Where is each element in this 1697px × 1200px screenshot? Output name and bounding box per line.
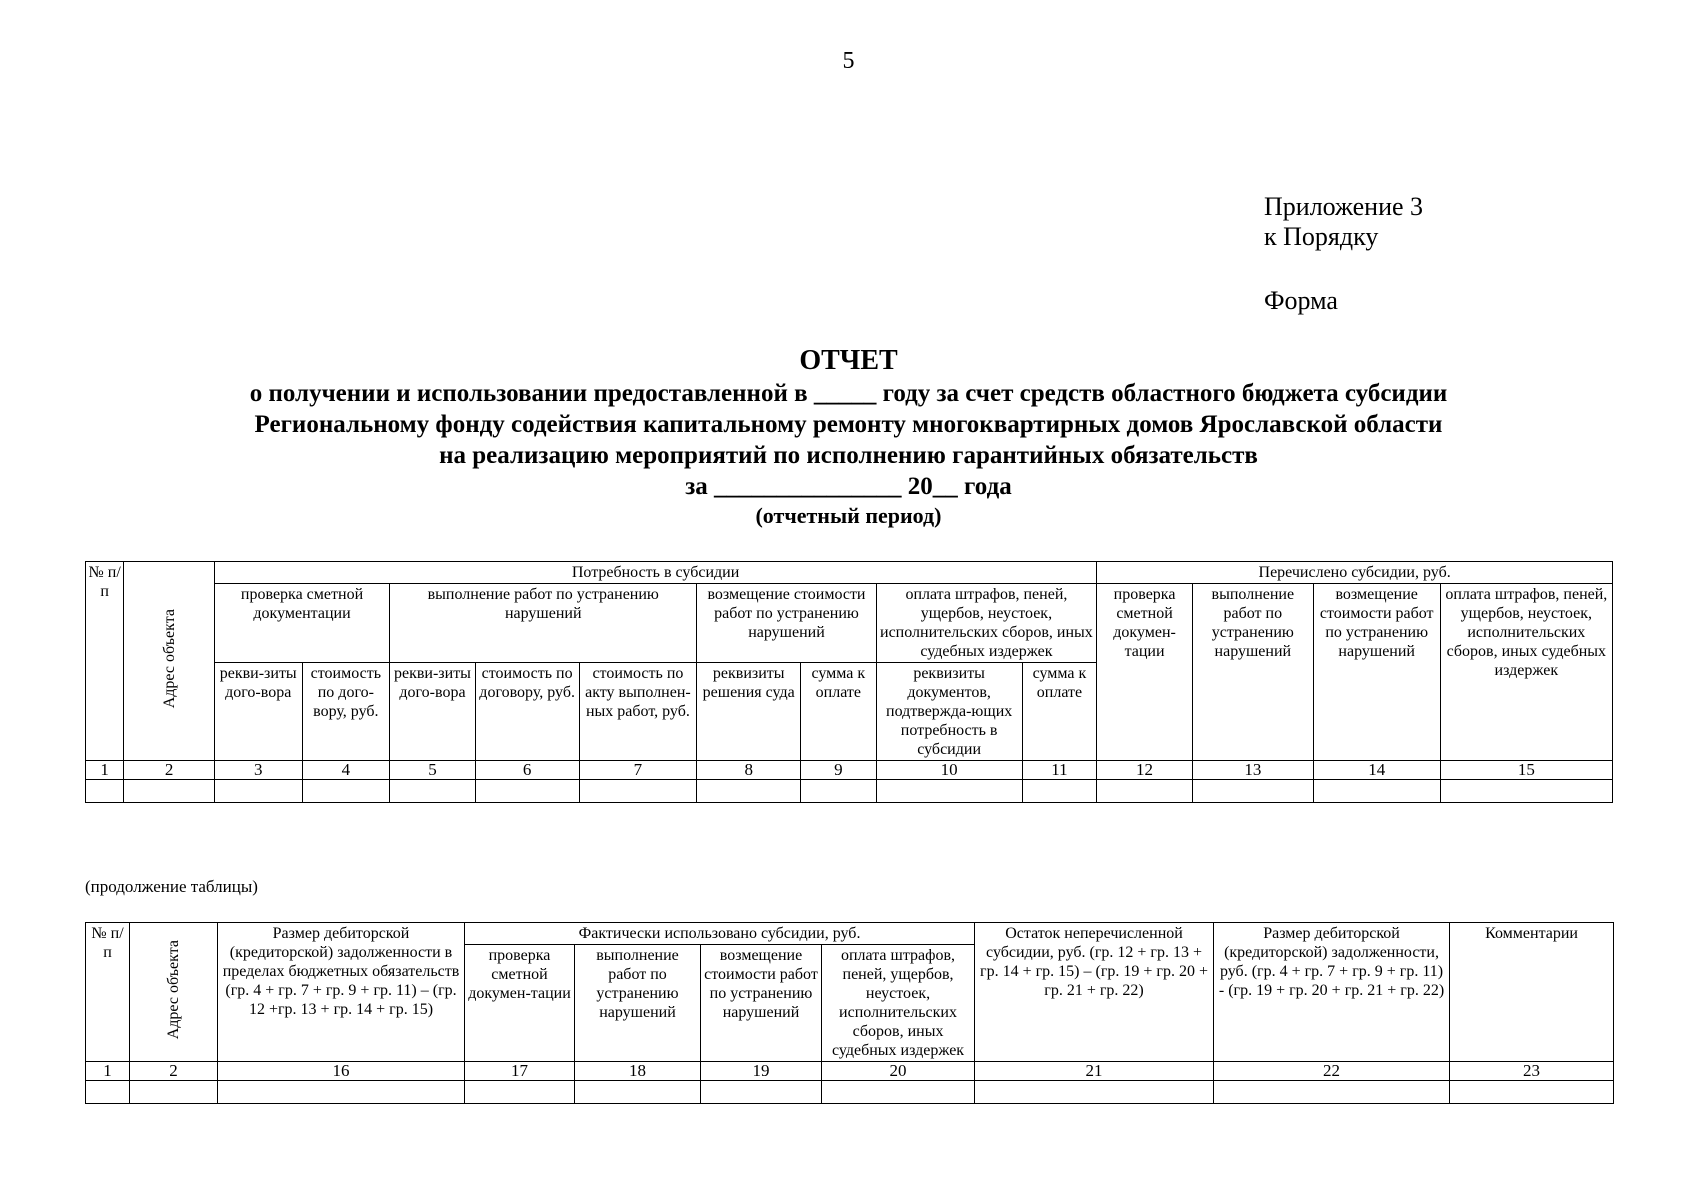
empty-cell[interactable] xyxy=(575,1081,701,1104)
column-number: 2 xyxy=(124,761,215,780)
header-address-cell xyxy=(130,923,218,1062)
table1-column-numbers xyxy=(86,761,1613,780)
empty-cell[interactable] xyxy=(1022,780,1097,803)
report-title-block xyxy=(0,344,1697,530)
empty-cell[interactable] xyxy=(130,1081,218,1104)
header-actually-used: Фактически использовано субсидии, руб. xyxy=(465,923,975,945)
column-number: 18 xyxy=(575,1062,701,1081)
form-label: Форма xyxy=(1264,286,1338,315)
header-comments: Комментарии xyxy=(1450,923,1614,1062)
report-table-continuation xyxy=(85,922,1614,1104)
header-col-20: оплата штрафов, пеней, ущербов, неустоек, исполнительских сборов, иных судебных издержек xyxy=(822,945,975,1062)
header-transferred-fines: оплата штрафов, пеней, ущербов, неустоек, исполнительских сборов, иных судебных издержек xyxy=(1440,584,1612,761)
header-debt-within-obligations: Размер дебиторской (кредиторской) задолженности в пределах бюджетных обязательств (гр. 4 + гр. 7 + гр. 9 + гр. 11) – (гр. 12 +гр. 13 + гр. 14 + гр. 15) xyxy=(218,923,465,1062)
empty-cell[interactable] xyxy=(475,780,579,803)
header-subsidy-transferred: Перечислено субсидии, руб. xyxy=(1097,562,1613,584)
header-col-11: сумма к оплате xyxy=(1022,663,1097,761)
column-number: 9 xyxy=(801,761,877,780)
header-untransferred-remainder: Остаток неперечисленной субсидии, руб. (гр. 12 + гр. 13 + гр. 14 + гр. 15) – (гр. 19 + гр. 20 + гр. 21 + гр. 22) xyxy=(975,923,1214,1062)
header-col-7: стоимость по акту выполнен-ных работ, руб. xyxy=(579,663,697,761)
header-transferred-reimbursement: возмещение стоимости работ по устранению нарушений xyxy=(1313,584,1440,761)
table1-header-row-1 xyxy=(86,562,1613,584)
empty-cell[interactable] xyxy=(1440,780,1612,803)
empty-cell[interactable] xyxy=(1450,1081,1614,1104)
column-number: 1 xyxy=(86,761,124,780)
column-number: 3 xyxy=(214,761,302,780)
header-col-6: стоимость по договору, руб. xyxy=(475,663,579,761)
empty-cell[interactable] xyxy=(1097,780,1193,803)
report-title-line-2: Региональному фонду содействия капитальному ремонту многоквартирных домов Ярославской области xyxy=(254,411,1443,438)
empty-cell[interactable] xyxy=(465,1081,575,1104)
column-number: 19 xyxy=(701,1062,822,1081)
appendix-line-1: Приложение 3 xyxy=(1264,192,1424,221)
column-number: 22 xyxy=(1214,1062,1450,1081)
empty-cell[interactable] xyxy=(214,780,302,803)
empty-cell[interactable] xyxy=(1313,780,1440,803)
header-col-17: проверка сметной докумен-тации xyxy=(465,945,575,1062)
header-col-18: выполнение работ по устранению нарушений xyxy=(575,945,701,1062)
column-number: 7 xyxy=(579,761,697,780)
empty-cell[interactable] xyxy=(390,780,476,803)
column-number: 14 xyxy=(1313,761,1440,780)
column-number: 4 xyxy=(302,761,390,780)
header-fines-payment: оплата штрафов, пеней, ущербов, неустоек, исполнительских сборов, иных судебных издержек xyxy=(876,584,1097,663)
empty-cell[interactable] xyxy=(218,1081,465,1104)
report-title-line-1: о получении и использовании предоставленной в _____ году за счет средств областного бюджета субсидии xyxy=(249,380,1448,407)
header-col-4: стоимость по дого-вору, руб. xyxy=(302,663,390,761)
header-col-8: реквизиты решения суда xyxy=(697,663,801,761)
header-subsidy-need: Потребность в субсидии xyxy=(214,562,1096,584)
column-number: 12 xyxy=(1097,761,1193,780)
header-works-fix-violations: выполнение работ по устранению нарушений xyxy=(390,584,697,663)
report-title-line-3: на реализацию мероприятий по исполнению гарантийных обязательств xyxy=(439,442,1258,469)
header-number: № п/п xyxy=(86,562,124,761)
header-col-19: возмещение стоимости работ по устранению нарушений xyxy=(701,945,822,1062)
reporting-period-note: (отчетный период) xyxy=(755,503,942,528)
empty-cell[interactable] xyxy=(579,780,697,803)
column-number: 11 xyxy=(1022,761,1097,780)
empty-cell[interactable] xyxy=(124,780,215,803)
empty-cell[interactable] xyxy=(697,780,801,803)
header-debt-total: Размер дебиторской (кредиторской) задолженности, руб. (гр. 4 + гр. 7 + гр. 9 + гр. 11) - (гр. 19 + гр. 20 + гр. 21 + гр. 22) xyxy=(1214,923,1450,1062)
table1-empty-row xyxy=(86,780,1613,803)
report-table-main xyxy=(85,561,1613,803)
header-address: Адрес объекта xyxy=(160,608,178,709)
report-heading: ОТЧЕТ xyxy=(799,345,898,376)
header-number: № п/п xyxy=(86,923,130,1062)
header-reimbursement: возмещение стоимости работ по устранению нарушений xyxy=(697,584,876,663)
appendix-block xyxy=(1264,192,1423,252)
column-number: 1 xyxy=(86,1062,130,1081)
empty-cell[interactable] xyxy=(801,780,877,803)
page-number: 5 xyxy=(842,48,855,74)
header-col-5: рекви-зиты дого-вора xyxy=(390,663,476,761)
empty-cell[interactable] xyxy=(302,780,390,803)
column-number: 8 xyxy=(697,761,801,780)
column-number: 5 xyxy=(390,761,476,780)
header-col-9: сумма к оплате xyxy=(801,663,877,761)
empty-cell[interactable] xyxy=(822,1081,975,1104)
header-col-10: реквизиты документов, подтвержда-ющих потребность в субсидии xyxy=(876,663,1022,761)
table2-header-row-1 xyxy=(86,923,1614,945)
empty-cell[interactable] xyxy=(975,1081,1214,1104)
empty-cell[interactable] xyxy=(1214,1081,1450,1104)
column-number: 10 xyxy=(876,761,1022,780)
column-number: 21 xyxy=(975,1062,1214,1081)
column-number: 20 xyxy=(822,1062,975,1081)
header-address-cell xyxy=(124,562,215,761)
header-transferred-works: выполнение работ по устранению нарушений xyxy=(1192,584,1313,761)
column-number: 13 xyxy=(1192,761,1313,780)
table1-header-row-2 xyxy=(86,584,1613,663)
header-address: Адрес объекта xyxy=(165,939,182,1040)
appendix-line-2: к Порядку xyxy=(1264,222,1379,251)
header-col-3: рекви-зиты дого-вора xyxy=(214,663,302,761)
empty-cell[interactable] xyxy=(86,1081,130,1104)
table2-column-numbers xyxy=(86,1062,1614,1081)
table2-empty-row xyxy=(86,1081,1614,1104)
empty-cell[interactable] xyxy=(86,780,124,803)
empty-cell[interactable] xyxy=(701,1081,822,1104)
empty-cell[interactable] xyxy=(876,780,1022,803)
report-title-line-4: за _______________ 20__ года xyxy=(685,473,1012,500)
table-continuation-note: (продолжение таблицы) xyxy=(85,877,258,896)
column-number: 16 xyxy=(218,1062,465,1081)
column-number: 15 xyxy=(1440,761,1612,780)
column-number: 2 xyxy=(130,1062,218,1081)
header-transferred-check-docs: проверка сметной докумен-тации xyxy=(1097,584,1193,761)
header-check-estimate-docs: проверка сметной документации xyxy=(214,584,389,663)
column-number: 17 xyxy=(465,1062,575,1081)
column-number: 6 xyxy=(475,761,579,780)
column-number: 23 xyxy=(1450,1062,1614,1081)
empty-cell[interactable] xyxy=(1192,780,1313,803)
